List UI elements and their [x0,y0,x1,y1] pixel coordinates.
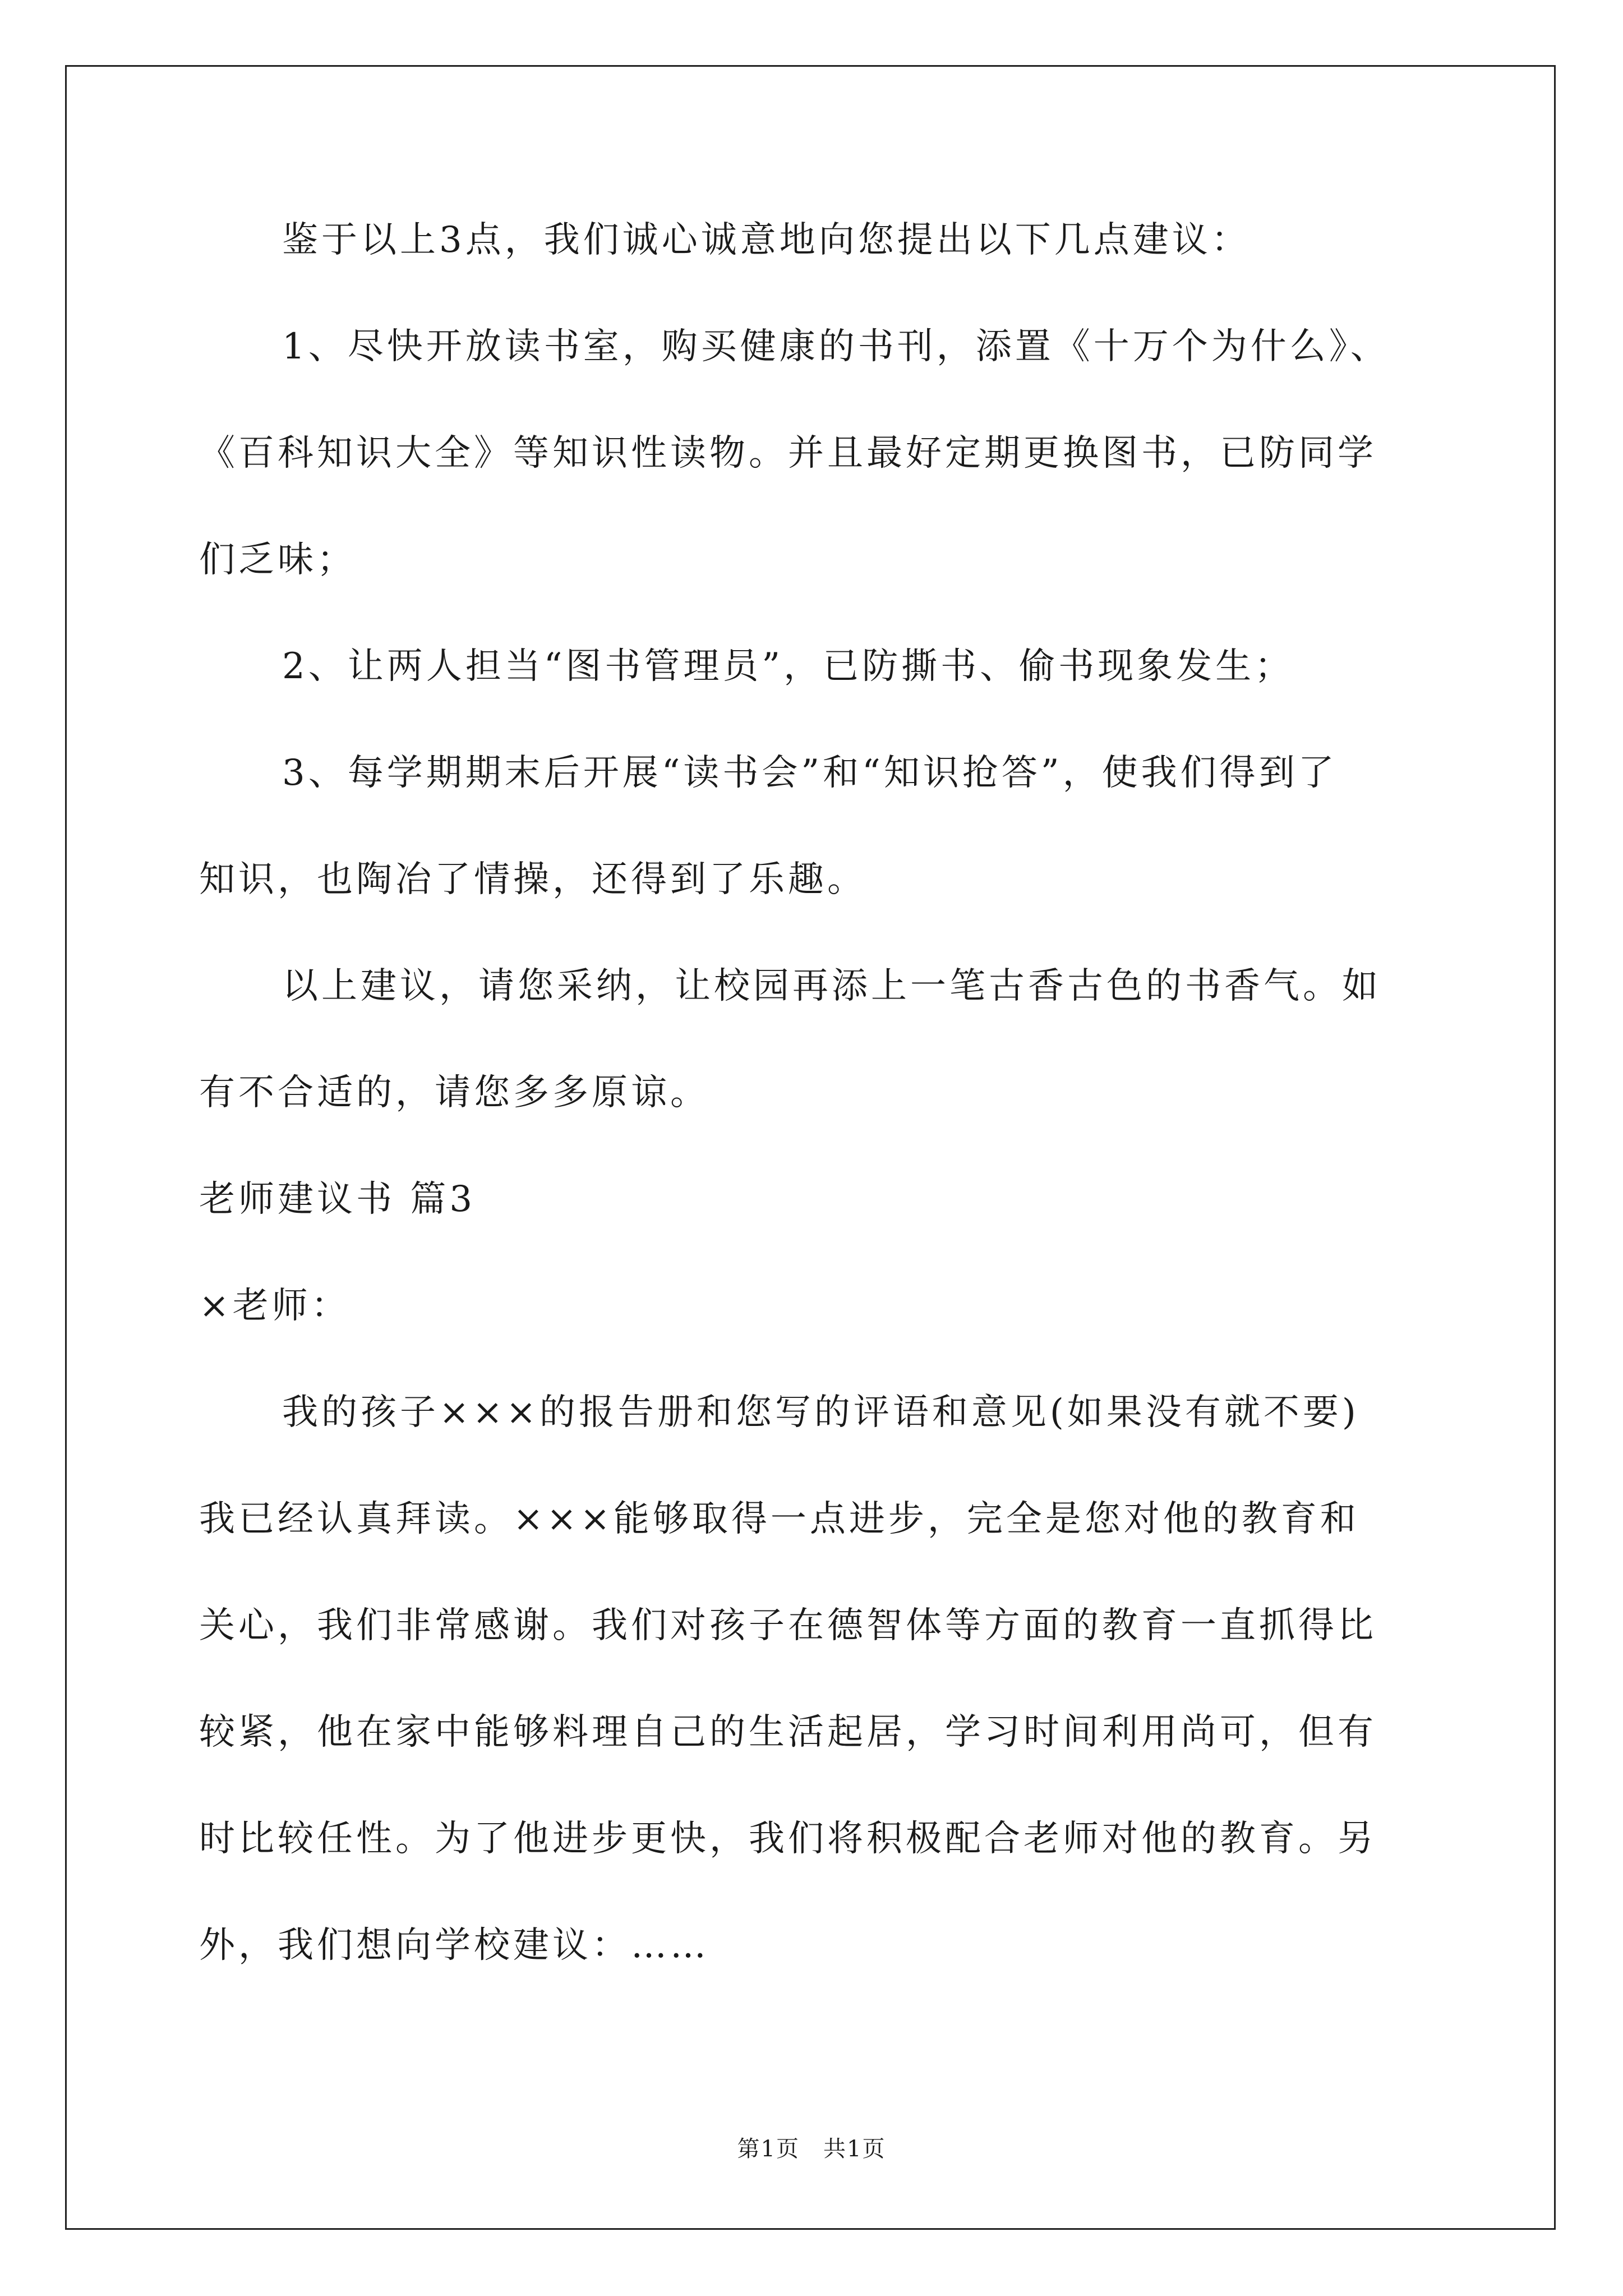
letter-line-3: 关心，我们非常感谢。我们对孩子在德智体等方面的教育一直抓得比 [199,1605,1377,1646]
suggestion-1-line-2: 《百科知识大全》等知识性读物。并且最好定期更换图书，已防同学 [199,432,1377,474]
suggestion-3-line-1: 3、每学期期末后开展“读书会”和“知识抢答”，使我们得到了 [282,752,1338,794]
salutation: ×老师： [199,1285,351,1327]
page-footer: 第1页 共1页 [737,2136,886,2162]
paragraph-intro: 鉴于以上3点，我们诚心诚意地向您提出以下几点建议： [282,219,1251,261]
letter-line-4: 较紧，他在家中能够料理自己的生活起居，学习时间利用尚可，但有 [199,1711,1377,1753]
closing-line-2: 有不合适的，请您多多原谅。 [199,1072,709,1114]
suggestion-1-line-3: 们乏味； [199,539,356,581]
closing-line-1: 以上建议，请您采纳，让校园再添上一笔古香古色的书香气。如 [282,965,1381,1007]
suggestion-1-line-1: 1、尽快开放读书室，购买健康的书刊，添置《十万个为什么》、 [282,326,1390,367]
letter-line-1: 我的孩子×××的报告册和您写的评语和意见(如果没有就不要) [282,1392,1359,1433]
page-border [65,65,1556,2230]
letter-line-2: 我已经认真拜读。×××能够取得一点进步，完全是您对他的教育和 [199,1498,1359,1540]
suggestion-3-line-2: 知识，也陶冶了情操，还得到了乐趣。 [199,859,866,900]
suggestion-2: 2、让两人担当“图书管理员”，已防撕书、偷书现象发生； [282,646,1294,687]
letter-line-5: 时比较任性。为了他进步更快，我们将积极配合老师对他的教育。另 [199,1818,1377,1860]
letter-line-6: 外，我们想向学校建议：…… [199,1925,709,1966]
section-heading: 老师建议书 篇3 [199,1179,476,1220]
